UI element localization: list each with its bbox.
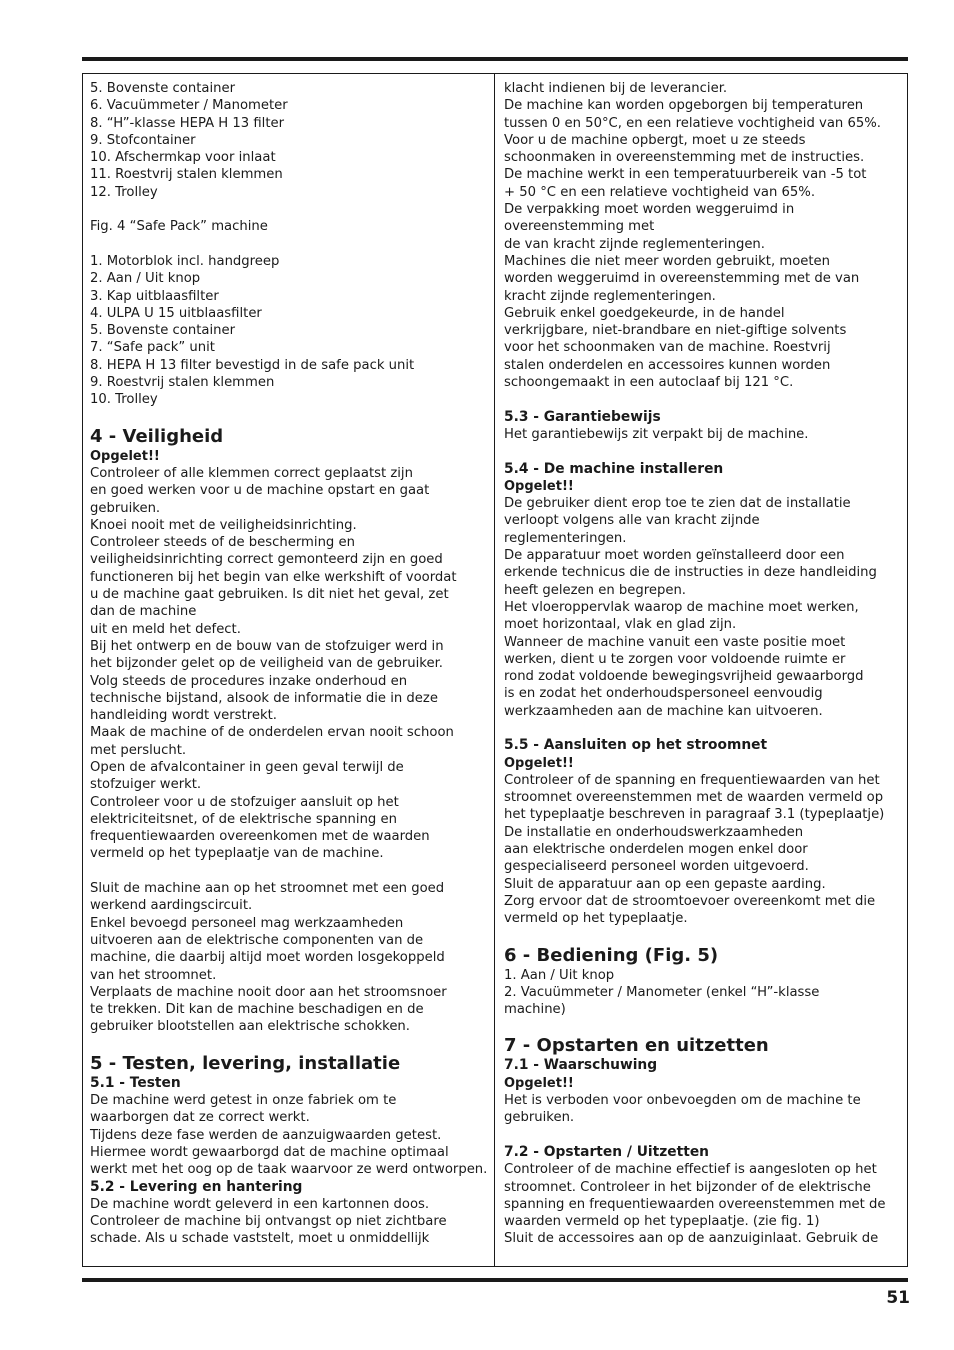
text-line: Sluit de machine aan op het stroomnet met een goed [90,881,445,897]
text-line: Controleer de machine bij ontvangst op niet zichtbare [90,1214,447,1230]
text-line: Hiermee wordt gewaarborgd dat de machine optimaal [90,1144,449,1160]
section-5-2-continued [504,80,904,391]
text-line: gebruiker blootstellen aan elektrische schokken. [90,1019,410,1035]
section-5-5-title: 5.5 - Aansluiten op het stroomnet [504,737,768,754]
text-line: Sluit de apparatuur aan op een gepaste aarding. [504,876,826,892]
bottom-rule [82,1278,908,1282]
text-line: Tijdens deze fase werden de aanzuigwaarden getest. [90,1127,442,1143]
text-line: De verpakking moet worden weggeruimd in [504,202,795,218]
section-5-5-text [504,772,904,928]
text-line: gebruiken. [504,1110,575,1126]
text-line: u de machine gaat gebruiken. Is dit niet het geval, zet [90,587,449,603]
section-5-1-text [90,1092,492,1178]
text-line: Het is verboden voor onbevoegden om de machine te [504,1093,861,1109]
text-line: 5. Bovenste container [90,323,235,339]
text-line: functioneren bij het begin van elke werkshift of voordat [90,569,457,585]
section-5-3-text: Het garantiebewijs zit verpakt bij de machine. [504,426,809,442]
text-line: schoongemaakt in een autoclaaf bij 121 °C. [504,375,794,391]
text-line: 1. Aan / Uit knop [504,967,615,983]
fig4-caption: Fig. 4 “Safe Pack” machine [90,219,268,235]
text-line: 7. “Safe pack” unit [90,340,215,356]
page-number: 51 [886,1288,910,1308]
text-line: veiligheidsinrichting correct gemonteerd zijn en goed [90,552,443,568]
section-4-text-2 [90,880,492,1036]
text-line: 10. Trolley [90,392,158,408]
text-line: elektriciteitsnet, of de elektrische spanning en [90,811,397,827]
text-line: De apparatuur moet worden geïnstalleerd door een [504,548,845,564]
text-line: dan de machine [90,604,197,620]
section-5-4-warning: Opgelet!! [504,478,574,494]
parts-list-fig4 [90,253,492,409]
text-line: Volg steeds de procedures inzake onderhoud en [90,673,408,689]
section-5-2-text [90,1196,492,1248]
text-line: overeenstemming met [504,219,655,235]
text-line: van het stroomnet. [90,967,217,983]
text-line: werkzaamheden aan de machine kan uitvoeren. [504,703,823,719]
section-7-title: 7 - Opstarten en uitzetten [504,1035,769,1057]
text-line: Verplaats de machine nooit door aan het stroomsnoer [90,984,447,1000]
text-line: vermeld op het typeplaatje. [504,911,688,927]
section-5-4-text [504,495,904,720]
section-4-warning: Opgelet!! [90,448,160,464]
text-line: moet horizontaal, vlak en glad zijn. [504,617,737,633]
text-line: heeft gelezen en begrepen. [504,582,687,598]
text-line: handleiding wordt verstrekt. [90,708,277,724]
text-line: gebruiken. [90,500,161,516]
text-line: Wanneer de machine vanuit een vaste positie moet [504,634,846,650]
text-line: te trekken. Dit kan de machine beschadigen en de [90,1002,424,1018]
section-5-title: 5 - Testen, levering, installatie [90,1052,401,1074]
text-line: 1. Motorblok incl. handgreep [90,253,280,269]
text-line: en goed werken voor u de machine opstart en gaat [90,483,430,499]
top-rule [82,57,908,61]
text-line: werkend aardingscircuit. [90,898,253,914]
text-line: stalen onderdelen en accessoires kunnen worden [504,357,831,373]
section-5-4-title: 5.4 - De machine installeren [504,460,724,477]
parts-list-fig3 [90,80,492,201]
text-line: kracht zijnde reglementeringen. [504,288,716,304]
section-5-2-title: 5.2 - Levering en hantering [90,1178,303,1195]
text-line: Controleer of alle klemmen correct geplaatst zijn [90,465,413,481]
text-line: erkende technicus die de instructies in deze handleiding [504,565,877,581]
text-line: schade. Als u schade vaststelt, moet u onmiddellijk [90,1231,430,1247]
text-line: schoonmaken in overeenstemming met de instructies. [504,150,865,166]
text-line: De gebruiker dient erop toe te zien dat de installatie [504,496,851,512]
text-line: voor het schoonmaken van de machine. Roestvrij [504,340,831,356]
text-line: vermeld op het typeplaatje van de machine. [90,846,384,862]
text-line: De installatie en onderhoudswerkzaamheden [504,824,804,840]
text-line: frequentiewaarden overeenkomen met de waarden [90,829,430,845]
text-line: worden weggeruimd in overeenstemming met de van [504,271,860,287]
text-line: reglementeringen. [504,530,627,546]
section-7-1-text [504,1092,904,1127]
text-line: verkrijgbare, niet-brandbare en niet-giftige solvents [504,323,847,339]
text-line: De machine werd getest in onze fabriek om te [90,1093,397,1109]
text-line: gespecialiseerd personeel worden uitgevoerd. [504,859,809,875]
text-line: werken, dient u te zorgen voor voldoende ruimte er [504,651,846,667]
text-line: machine, die daarbij altijd moet worden losgekoppeld [90,950,445,966]
text-line: Open de afvalcontainer in geen geval terwijl de [90,759,404,775]
section-5-3-title: 5.3 - Garantiebewijs [504,408,661,425]
text-line: De machine wordt geleverd in een kartonnen doos. [90,1196,430,1212]
text-line: 3. Kap uitblaasfilter [90,288,219,304]
text-line: 2. Vacuümmeter / Manometer (enkel “H”-klasse [504,984,820,1000]
section-7-2-text [504,1161,904,1247]
text-line: Sluit de accessoires aan op de aanzuiginlaat. Gebruik de [504,1231,879,1247]
text-line: uitvoeren aan de elektrische componenten van de [90,932,424,948]
section-6-title: 6 - Bediening (Fig. 5) [504,944,719,966]
text-line: werkt met het oog op de taak waarvoor ze werd ontworpen. [90,1162,488,1178]
text-line: Gebruik enkel goedgekeurde, in de handel [504,305,785,321]
text-line: het bijzonder gelet op de veiligheid van de gebruiker. [90,656,443,672]
text-line: 10. Afschermkap voor inlaat [90,150,276,166]
section-4-title: 4 - Veiligheid [90,425,224,447]
text-line: met perslucht. [90,742,187,758]
text-line: 11. Roestvrij stalen klemmen [90,167,283,183]
text-line: rond zodat voldoende bewegingsvrijheid gewaarborgd [504,669,864,685]
text-line: Knoei nooit met de veiligheidsinrichting. [90,517,357,533]
text-line: Controleer steeds of de bescherming en [90,535,355,551]
text-line: tussen 0 en 50°C, en een relatieve vochtigheid van 65%. [504,115,881,131]
text-line: Controleer of de spanning en frequentiewaarden van het [504,772,880,788]
text-line: Machines die niet meer worden gebruikt, moeten [504,253,831,269]
text-line: 12. Trolley [90,184,158,200]
text-line: het typeplaatje beschreven in paragraaf 3.1 (typeplaatje) [504,807,885,823]
text-line: De machine werkt in een temperatuurbereik van -5 tot [504,167,867,183]
text-line: waarden vermeld op het typeplaatje. (zie fig. 1) [504,1214,820,1230]
text-line: de van kracht zijnde reglementeringen. [504,236,765,252]
text-line: Bij het ontwerp en de bouw van de stofzuiger werd in [90,638,444,654]
text-line: waarborgen dat ze correct werkt. [90,1110,310,1126]
text-line: technische bijstand, alsook de informatie die in deze [90,690,438,706]
text-line: aan elektrische onderdelen mogen enkel door [504,842,808,858]
text-line: 5. Bovenste container [90,81,235,96]
right-column [504,80,904,1248]
text-line: Maak de machine of de onderdelen ervan nooit schoon [90,725,454,741]
text-line: stroomnet. Controleer in het bijzonder of de elektrische [504,1179,871,1195]
section-6-text [504,967,904,1019]
left-column [90,80,492,1248]
text-line: Zorg ervoor dat de stroomtoevoer overeenkomt met die [504,893,876,909]
text-line: klacht indienen bij de leverancier. [504,81,728,96]
text-line: 9. Stofcontainer [90,132,196,148]
text-line: 9. Roestvrij stalen klemmen [90,375,275,391]
section-4-text [90,465,492,863]
text-line: stofzuiger werkt. [90,777,202,793]
text-line: 8. HEPA H 13 filter bevestigd in de safe pack unit [90,357,415,373]
text-line: 6. Vacuümmeter / Manometer [90,98,288,114]
section-5-5-warning: Opgelet!! [504,755,574,771]
text-line: uit en meld het defect. [90,621,241,637]
text-line: Controleer voor u de stofzuiger aansluit op het [90,794,399,810]
text-line: 8. “H”-klasse HEPA H 13 filter [90,115,285,131]
text-line: Enkel bevoegd personeel mag werkzaamheden [90,915,404,931]
text-line: is en zodat het onderhoudspersoneel eenvoudig [504,686,823,702]
section-7-1-title: 7.1 - Waarschuwing [504,1057,658,1074]
section-7-2-title: 7.2 - Opstarten / Uitzetten [504,1143,710,1160]
section-5-1-title: 5.1 - Testen [90,1074,181,1091]
text-line: Controleer of de machine effectief is aangesloten op het [504,1162,877,1178]
text-line: Voor u de machine opbergt, moet u ze steeds [504,132,806,148]
text-line: spanning en frequentiewaarden overeenstemmen met de [504,1196,886,1212]
text-line: machine) [504,1002,566,1018]
text-line: stroomnet overeenstemmen met de waarden vermeld op [504,790,884,806]
text-line: + 50 °C en een relatieve vochtigheid van 65%. [504,184,816,200]
text-line: 2. Aan / Uit knop [90,271,201,287]
text-line: 4. ULPA U 15 uitblaasfilter [90,305,262,321]
text-line: Het vloeroppervlak waarop de machine moet werken, [504,599,859,615]
text-line: verloopt volgens alle van kracht zijnde [504,513,760,529]
section-7-1-warning: Opgelet!! [504,1075,574,1091]
text-line: De machine kan worden opgeborgen bij temperaturen [504,98,864,114]
column-divider [494,73,495,1267]
